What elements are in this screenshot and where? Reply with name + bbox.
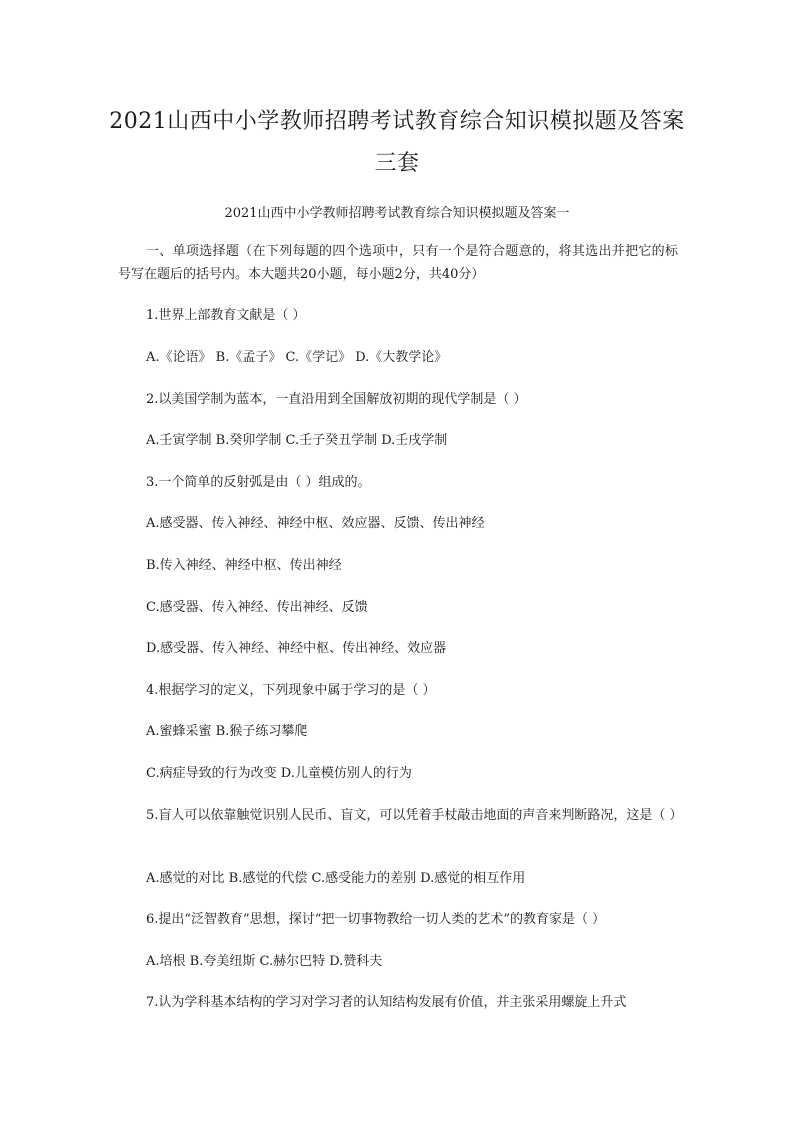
question-option: B.传入神经、神经中枢、传出神经 — [146, 558, 342, 573]
question-stem: 4.根据学习的定义，下列现象中属于学习的是（ ） — [146, 683, 436, 698]
question-option: C.病症导致的行为改变 D.儿童模仿别人的行为 — [146, 766, 412, 781]
question-option: A.蜜蜂采蜜 B.猴子练习攀爬 — [146, 724, 308, 739]
section-subtitle: 2021山西中小学教师招聘考试教育综合知识模拟题及答案一 — [224, 206, 570, 221]
question-stem: 5.盲人可以依靠触觉识别人民币、盲文，可以凭着手杖敲击地面的声音来判断路况，这是（ ） — [146, 808, 683, 823]
question-option: C.感受器、传入神经、传出神经、反馈 — [146, 600, 368, 615]
question-options: A.培根 B.夸美纽斯 C.赫尔巴特 D.赞科夫 — [146, 954, 383, 969]
question-stem: 3.一个简单的反射弧是由（ ）组成的。 — [146, 475, 371, 490]
question-options: A.壬寅学制 B.癸卯学制 C.壬子癸丑学制 D.壬戌学制 — [146, 433, 448, 448]
question-options: A.感觉的对比 B.感觉的代偿 C.感受能力的差别 D.感觉的相互作用 — [146, 871, 526, 886]
question-stem: 1.世界上部教育文献是（ ） — [146, 308, 306, 323]
question-stem: 2.以美国学制为蓝本，一直沿用到全国解放初期的现代学制是（ ） — [146, 392, 527, 407]
question-option: D.感受器、传入神经、神经中枢、传出神经、效应器 — [146, 641, 447, 656]
question-option: A.感受器、传入神经、神经中枢、效应器、反馈、传出神经 — [146, 516, 485, 531]
section-intro: 一、单项选择题（在下列每题的四个选项中，只有一个是符合题意的，将其选出并把它的标号写在题后的括号内。本大题共20小题，每小题2分，共40分） — [118, 244, 678, 282]
question-stem: 7.认为学科基本结构的学习对学习者的认知结构发展有价值，并主张采用螺旋上升式 — [146, 995, 627, 1010]
question-stem: 6.提出“泛智教育”思想，探讨“把一切事物教给一切人类的艺术”的教育家是（ ） — [146, 912, 606, 927]
page-title: 2021山西中小学教师招聘考试教育综合知识模拟题及答案 — [109, 109, 685, 134]
page-title-continued: 三套 — [374, 151, 420, 176]
question-options: A.《论语》 B.《孟子》 C.《学记》 D.《大教学论》 — [146, 350, 448, 365]
